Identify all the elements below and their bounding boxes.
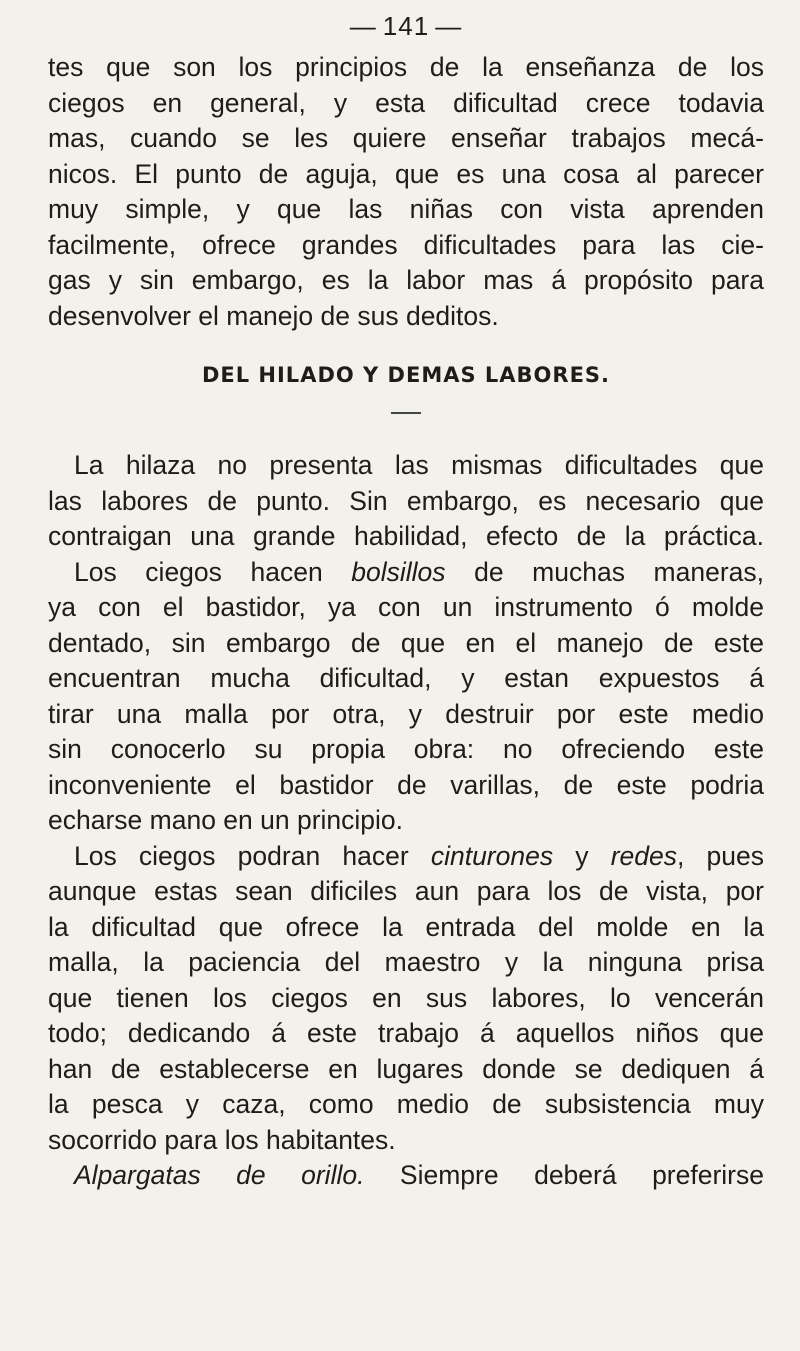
text-line: socorrido para los habitantes. [48,1124,396,1155]
text-line: aunque estas sean dificiles aun para los de vista, por [48,876,764,906]
text-line: todo; dedicando á este trabajo á aquellos niños que [48,1018,764,1048]
text-line: han de establecerse en lugares donde se dediquen á [48,1053,764,1084]
text-line: sin conocerlo su propia obra: no ofreciendo este [48,734,764,764]
section-divider [391,412,421,414]
text-line: tirar una malla por otra, y destruir por este medio [48,698,764,729]
text-line: nicos. El punto de aguja, que es una cosa al parecer [48,158,764,189]
text-line: muy simple, y que las niñas con vista aprenden [48,194,764,224]
text-line [48,1158,764,1194]
text-line: ya con el bastidor, ya con un instrumento ó molde [48,592,764,622]
italic-term: Alpargatas de orillo. [74,1160,365,1190]
text-line: la dificultad que ofrece la entrada del molde en la [48,911,764,942]
text-line: la pesca y caza, como medio de subsistencia muy [48,1089,764,1119]
text-line: gas y sin embargo, es la labor mas á propósito para [48,265,764,295]
text-run: y [553,840,611,871]
text-run: , pues [676,840,764,871]
text-line: contraigan una grande habilidad, efecto de la práctica. [48,521,764,551]
text-line [48,555,764,591]
page-number-dash-left: — [349,11,377,41]
text-line: ciegos en general, y esta dificultad crece todavia [48,87,764,118]
italic-term: cinturones [430,840,554,871]
text-line: dentado, sin embargo de que en el manejo de este [48,627,764,658]
text-line: encuentran mucha dificultad, y estan expuestos á [48,663,764,693]
text-line: tes que son los principios de la enseñanza de los [48,52,764,82]
text-line: malla, la paciencia del maestro y la ninguna prisa [48,947,764,977]
text-line: La hilaza no presenta las mismas dificultades que [74,450,764,480]
text-run: de muchas maneras, [445,556,764,587]
page-number [48,8,764,44]
page-number-dash-right: — [435,11,463,41]
text-run: Los ciegos podran hacer [74,840,431,871]
text-line: desenvolver el manejo de sus deditos. [48,300,499,331]
italic-term: redes [610,840,677,871]
text-line: inconveniente el bastidor de varillas, de este podria [48,769,764,800]
text-line [48,839,764,875]
text-line: las labores de punto. Sin embargo, es necesario que [48,485,764,516]
paragraph-hilaza [48,448,764,555]
italic-term: bolsillos [351,556,446,587]
paragraph-cinturones [48,839,764,1159]
page-number-value: 141 [382,11,430,41]
text-line: echarse mano en un principio. [48,805,404,835]
text-line: mas, cuando se les quiere enseñar trabajos mecá- [48,123,764,153]
text-line: que tienen los ciegos en sus labores, lo vencerán [48,982,764,1013]
paragraph-alpargatas [48,1158,764,1194]
text-run: Siempre deberá preferirse [364,1160,764,1190]
text-run: Los ciegos hacen [74,556,352,587]
section-heading: DEL HILADO Y DEMAS LABORES. [201,363,611,387]
intro-paragraph [48,50,764,334]
paragraph-bolsillos [48,555,764,839]
text-line: facilmente, ofrece grandes dificultades para las cie- [48,229,764,260]
